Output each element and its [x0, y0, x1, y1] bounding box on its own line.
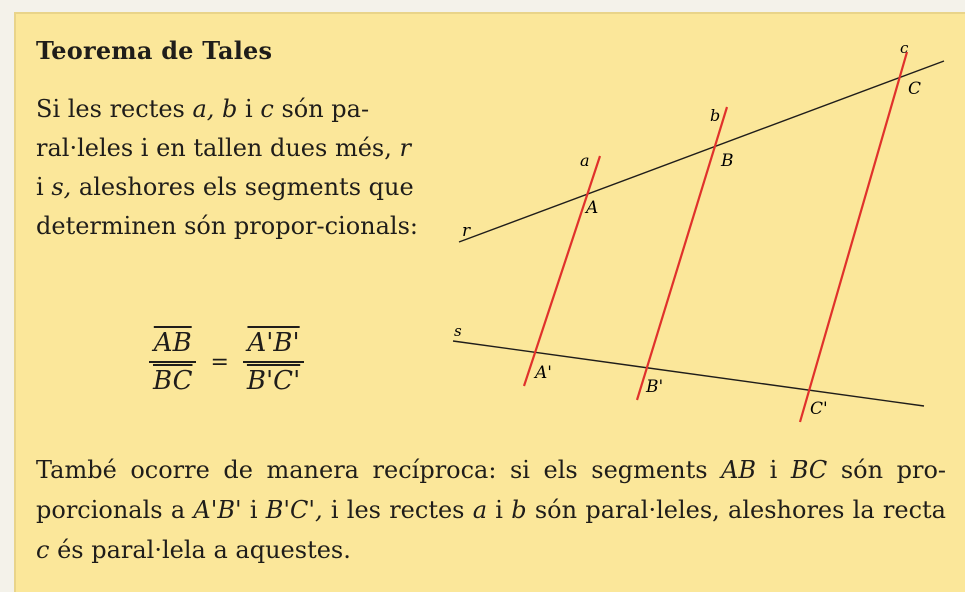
label-line-r: r — [462, 221, 471, 241]
reciprocal-segment-bc: BC — [790, 456, 828, 484]
reciprocal-text-4: i — [241, 496, 266, 524]
reciprocal-line-b: b — [511, 496, 527, 524]
reciprocal-text-3: són pro-porcionals a — [36, 456, 947, 524]
intro-text-3: són pa-ral·leles i en tallen dues més, — [36, 95, 400, 162]
theorem-title: Teorema de Tales — [36, 36, 273, 65]
label-line-c: c — [900, 39, 909, 57]
reciprocal-line-a: a — [472, 496, 488, 524]
label-point-c: C — [908, 79, 922, 99]
label-point-a: A — [586, 198, 599, 218]
reciprocal-segment-ab: AB — [721, 456, 757, 484]
fraction-left-numerator: $\overline{AB}$ — [153, 328, 192, 358]
intro-line-c: c — [260, 95, 274, 123]
intro-lines-ab: a, b — [192, 95, 238, 123]
reciprocal-text-7: són paral·leles, aleshores la recta — [526, 496, 946, 524]
reciprocal-text-2: i — [756, 456, 791, 484]
reciprocal-statement — [36, 450, 946, 570]
fraction-right-denominator: B'C' — [246, 366, 301, 396]
label-line-s: s — [454, 322, 462, 340]
reciprocal-text-1: També ocorre de manera recíproca: si els segments — [36, 456, 722, 484]
parallel-line-c — [800, 52, 907, 422]
intro-text-4: i — [36, 173, 52, 201]
reciprocal-segment-a1b1: A'B' — [193, 496, 242, 524]
secant-line-s — [453, 341, 924, 406]
equals-sign: = — [210, 349, 229, 375]
label-line-b: b — [710, 106, 721, 125]
label-point-b: B — [721, 151, 734, 171]
parallel-line-a — [524, 156, 600, 386]
reciprocal-line-c: c — [36, 536, 50, 564]
secant-line-r — [459, 61, 944, 242]
thales-diagram — [16, 14, 965, 454]
fraction-left-denominator: BC — [153, 366, 193, 396]
theorem-card — [14, 12, 965, 592]
intro-line-r: r — [399, 134, 411, 162]
label-line-a: a — [580, 151, 590, 170]
intro-line-s: s, — [51, 173, 72, 201]
fraction-right-numerator: A'B' — [247, 328, 300, 358]
intro-text-2: i — [237, 95, 261, 123]
intro-text-1: Si les rectes — [36, 95, 193, 123]
reciprocal-text-8: és paral·lela a aquestes. — [49, 536, 351, 564]
reciprocal-text-5: i les rectes — [322, 496, 473, 524]
parallel-line-b — [637, 107, 727, 400]
reciprocal-text-6: i — [487, 496, 512, 524]
reciprocal-segment-b1c1: B'C', — [265, 496, 323, 524]
intro-text-5: aleshores els segments que determinen són propor-cionals: — [36, 173, 419, 240]
label-point-b-prime: B' — [646, 377, 664, 397]
label-point-a-prime: A' — [535, 363, 552, 383]
label-point-c-prime: C' — [810, 399, 828, 419]
